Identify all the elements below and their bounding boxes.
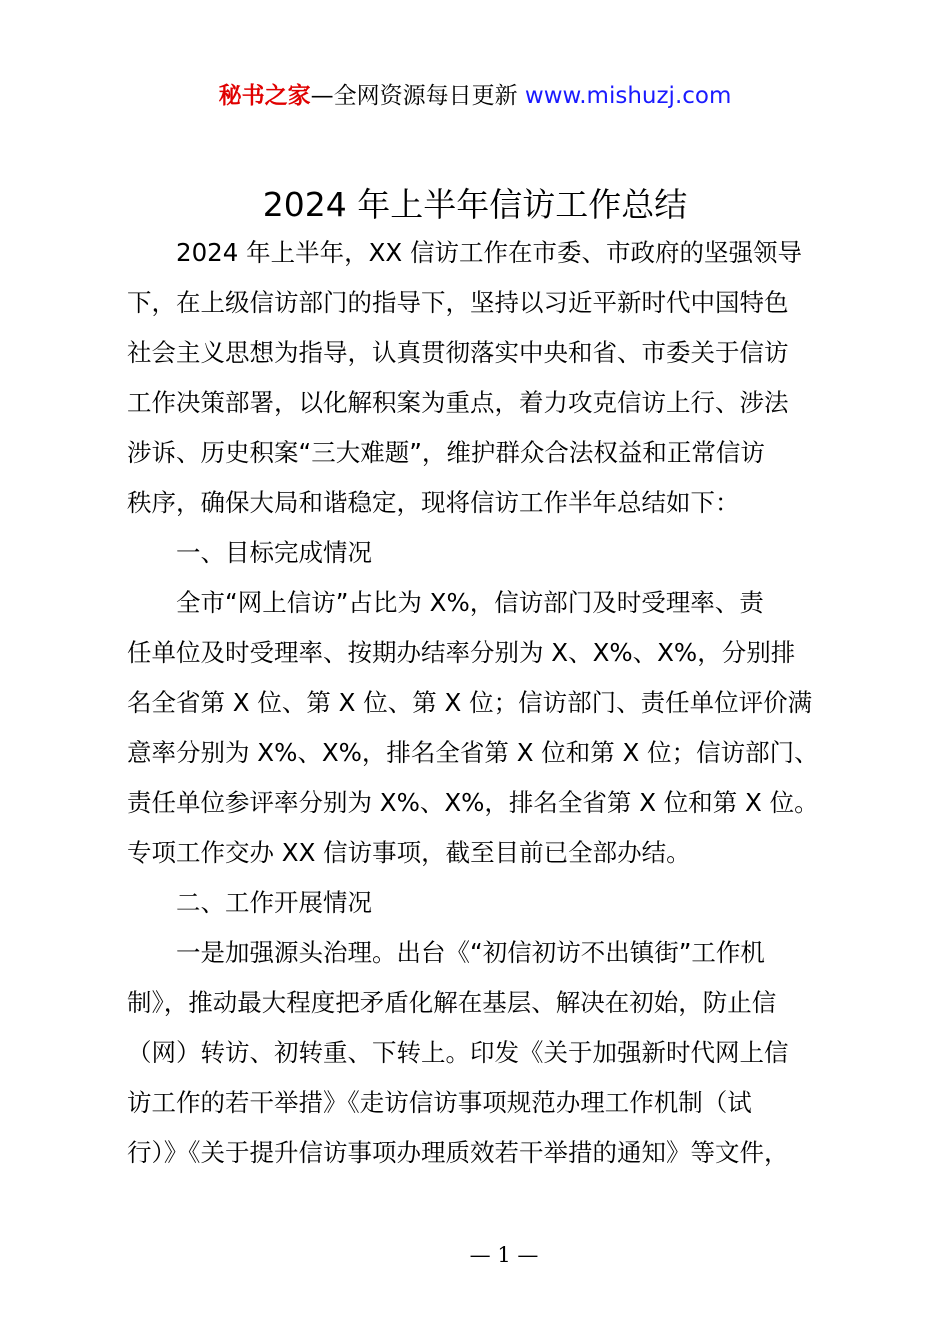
document-title: 2024 年上半年信访工作总结	[262, 185, 688, 224]
body-line: 社会主义思想为指导，认真贯彻落实中央和省、市委关于信访	[127, 338, 789, 367]
body-line: 制》，推动最大程度把矛盾化解在基层、解决在初始，防止信	[127, 988, 777, 1017]
section-heading: 二、工作开展情况	[127, 888, 372, 917]
section-heading: 一、目标完成情况	[127, 538, 372, 567]
body-line: 一是加强源头治理。出台《“初信初访不出镇街”工作机	[127, 938, 765, 967]
site-tagline: —全网资源每日更新	[310, 83, 525, 109]
body-line: 专项工作交办 XX 信访事项，截至目前已全部办结。	[127, 838, 691, 867]
body-line: 访工作的若干举措》《走访信访事项规范办理工作机制（试	[127, 1088, 752, 1117]
body-line: 全市“网上信访”占比为 X%，信访部门及时受理率、责	[127, 588, 764, 617]
page-number: — 1 —	[469, 1243, 539, 1267]
body-line: 涉诉、历史积案“三大难题”，维护群众合法权益和正常信访	[127, 438, 765, 467]
body-line: 工作决策部署，以化解积案为重点，着力攻克信访上行、涉法	[127, 388, 789, 417]
body-line: 名全省第 X 位、第 X 位、第 X 位；信访部门、责任单位评价满	[127, 688, 813, 717]
body-line: 2024 年上半年，XX 信访工作在市委、市政府的坚强领导	[127, 238, 802, 267]
body-line: 意率分别为 X%、X%，排名全省第 X 位和第 X 位；信访部门、	[127, 738, 819, 767]
site-brand: 秘书之家	[218, 83, 311, 109]
body-line: （网）转访、初转重、下转上。印发《关于加强新时代网上信	[127, 1038, 789, 1067]
body-line: 行）》《关于提升信访事项办理质效若干举措的通知》等文件，	[127, 1138, 789, 1167]
site-header	[0, 80, 950, 112]
body-line: 下，在上级信访部门的指导下，坚持以习近平新时代中国特色	[127, 288, 789, 317]
body-line: 任单位及时受理率、按期办结率分别为 X、X%、X%，分别排	[127, 638, 796, 667]
body-line: 秩序，确保大局和谐稳定，现将信访工作半年总结如下：	[127, 488, 740, 517]
body-line: 责任单位参评率分别为 X%、X%，排名全省第 X 位和第 X 位。	[127, 788, 819, 817]
site-url-link[interactable]: www.mishuzj.com	[524, 83, 732, 109]
